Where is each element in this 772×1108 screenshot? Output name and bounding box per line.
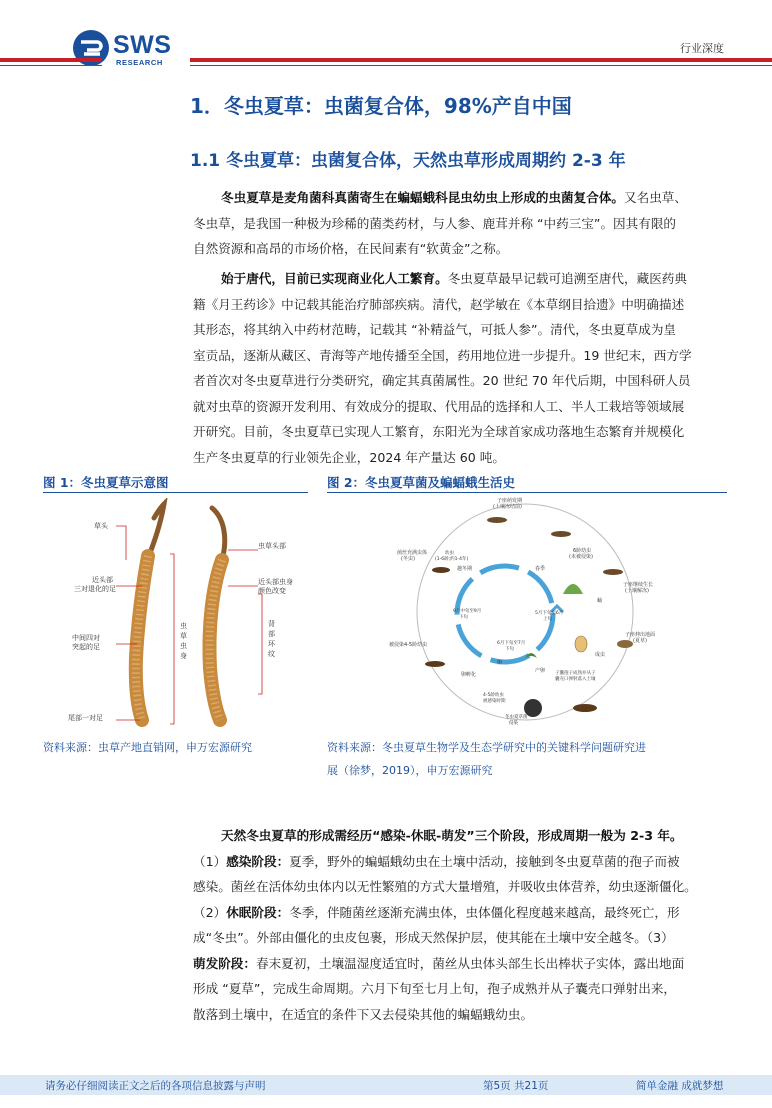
figure1-caption-rule [43, 492, 308, 493]
paragraph-intro [193, 185, 725, 262]
text-line: 籍《月王药诊》中记载其能治疗肺部疾病。清代，赵学敏在《本草纲目拾遗》中明确描述 [193, 296, 685, 312]
stage-label: 萌发阶段： [193, 955, 256, 971]
lifecycle-label-left-top: 菌丝充满虫体(冬虫) [397, 550, 428, 562]
lifecycle-label-spring: 春季 [535, 566, 546, 572]
text-line: 冬虫草，是我国一种极为珍稀的菌类药材，与人参、鹿茸并称 “中药三宝”。因其有限的 [193, 215, 677, 231]
lifecycle-label-spawn: 产卵 [535, 668, 546, 674]
label-legs-near-head: 近头部三对退化的足 [74, 576, 116, 593]
source-line: 展（徐梦，2019），申万宏源研究 [327, 764, 493, 777]
text-line: 就对虫草的资源开发利用、有效成分的提取、代用品的选择和人工、半人工栽培等领域展 [193, 398, 685, 414]
section-title: 1．冬虫夏草：虫菌复合体，98%产自中国 [190, 94, 572, 118]
figure2-lifecycle-diagram [385, 494, 685, 730]
label-head: 草头 [94, 522, 108, 530]
source-line: 资料来源：冬虫夏草生物学及生态学研究中的关键科学问题研究进 [327, 741, 646, 754]
lifecycle-label-june: 6月下旬至7月下旬 [497, 641, 526, 652]
paragraph-history [193, 266, 725, 470]
logo-subtext: RESEARCH [116, 58, 163, 67]
lifecycle-label-larvae: 幼虫(1-6龄;约1-4年) [435, 551, 469, 562]
header-rule-thin [0, 65, 102, 66]
label-mid-legs: 中间四对突起的足 [72, 634, 100, 651]
text-line: 开研究。目前，冬虫夏草已实现人工繁育，东阳光为全球首家成功落地生态繁育并规模化 [193, 424, 685, 439]
figure1-caption: 图 1：冬虫夏草示意图 [43, 475, 169, 490]
text-line: 感染。菌丝在活体幼虫体内以无性繁殖的方式大量增殖，并吸收虫体营养，幼虫逐渐僵化。 [193, 879, 697, 894]
header-rule-thin [190, 65, 772, 66]
footer-slogan: 简单金融 成就梦想 [636, 1080, 724, 1092]
text-line: 室贡品，逐渐从藏区、青海等产地传播至全国，药用地位进一步提升。19 世纪末，西方学 [193, 347, 692, 363]
text: 冬虫夏草最早记载可追溯至唐代，藏医药典 [447, 271, 687, 286]
label-back-rings: 背部环纹 [268, 620, 275, 658]
text-line: 形成 “夏草”，完成生命周期。六月下旬至七月上旬，孢子成熟并从子囊壳口弹射出来， [193, 981, 677, 996]
text: 冬季，伴随菌丝逐渐充满虫体，虫体僵化程度越来越高，最终死亡，形 [289, 904, 680, 920]
label-tail-legs: 尾部一对足 [68, 714, 103, 722]
text-line: 自然资源和高昂的市场价格，在民间素有“软黄金”之称。 [193, 241, 509, 256]
text: 春末夏初，土壤温湿度适宜时，菌丝从虫体头部生长出棒状子实体，露出地面 [255, 955, 685, 971]
lifecycle-label-pupa: 蛹 [597, 598, 603, 604]
lifecycle-label-right-mid: 子座伸出地面(夏草) [625, 632, 656, 644]
stage-label: 休眠阶段： [226, 904, 290, 920]
lifecycle-label-stage6: 6龄幼虫(未被侵染) [569, 548, 593, 560]
lifecycle-label-hatch: 卵孵化 [461, 672, 477, 678]
lifecycle-label-release: 子囊孢子成熟并从子囊壳口弹射落入土壤 [555, 671, 596, 682]
text-line: 成“冬虫”。外部由僵化的虫皮包裹，形成天然保护层，使其能在土壤中安全越冬。（3） [193, 930, 674, 945]
label-body: 虫草虫身 [180, 622, 187, 660]
figure2-caption: 图 2：冬虫夏草菌及蝙蝠蛾生活史 [327, 475, 516, 490]
text: 夏季，野外的蝙蝠蛾幼虫在土壤中活动，接触到冬虫夏草菌的孢子而被 [289, 853, 680, 869]
lifecycle-label-sep: 9月中旬至9月下旬 [453, 609, 482, 620]
label-worm-head: 虫草头部 [258, 542, 286, 550]
text-line: 散落到土壤中，在适宜的条件下又去侵染其他的蝙蝠蛾幼虫。 [193, 1006, 534, 1022]
figure1-cordyceps-illustration [52, 498, 302, 730]
text-line: 者首次对冬虫夏草进行分类研究，确定其真菌属性。20 世纪 70 年代后期，中国科研人员 [193, 373, 691, 388]
stage-label: 感染阶段： [226, 853, 290, 869]
text: （1） [193, 853, 227, 869]
lifecycle-label-top: 子座萌发期(土壤冻结前) [493, 498, 523, 510]
lifecycle-label-infect-period: 4-5龄幼虫被感染时期 [483, 693, 506, 704]
text: （2） [193, 904, 227, 920]
paragraph-lead: 冬虫夏草是麦角菌科真菌寄生在蝙蝠蛾科昆虫幼虫上形成的虫菌复合体。 [221, 190, 624, 205]
footer-page-number: 第5页 共21页 [483, 1080, 549, 1092]
figure1-source: 资料来源：虫草产地直销网，申万宏源研究 [43, 741, 252, 754]
figure2-source [327, 736, 646, 782]
lifecycle-label-adult: 成虫 [595, 652, 606, 658]
figure2-caption-rule [327, 492, 727, 493]
text: 又名虫草、 [624, 190, 687, 205]
paragraph-lifecycle [193, 823, 725, 1027]
text-line: 其形态，将其纳入中药材范畴，记载其 “补精益气，可抵人参”。清代，冬虫夏草成为皇 [193, 322, 677, 337]
footer-disclaimer: 请务必仔细阅读正文之后的各项信息披露与声明 [45, 1080, 266, 1092]
header-rule [190, 58, 772, 62]
report-category: 行业深度 [680, 42, 724, 55]
text-line: 生产冬虫夏草的行业领先企业，2024 年产量达 60 吨。 [193, 449, 505, 465]
logo-text: SWS [113, 31, 172, 59]
lifecycle-label-may: 5月下旬至6月上旬 [535, 611, 564, 622]
lifecycle-label-egg: 卵 [497, 660, 503, 666]
lifecycle-label-infected: 被侵染4-5龄幼虫 [389, 642, 428, 648]
header-rule [0, 58, 102, 62]
lifecycle-label-right-top: 子座继续生长(土壤解冻) [623, 582, 654, 594]
lifecycle-label-bottom: 冬虫夏草菌侵染 [505, 715, 528, 726]
lifecycle-label-winter: 越冬期 [457, 566, 473, 572]
label-color-change: 近头部虫身颜色改变 [258, 578, 293, 595]
subsection-title: 1.1 冬虫夏草：虫菌复合体，天然虫草形成周期约 2-3 年 [190, 151, 626, 171]
paragraph-lead: 始于唐代，目前已实现商业化人工繁育。 [221, 271, 448, 286]
paragraph-lead: 天然冬虫夏草的形成需经历“感染-休眠-萌发”三个阶段，形成周期一般为 2-3 年。 [221, 828, 683, 843]
